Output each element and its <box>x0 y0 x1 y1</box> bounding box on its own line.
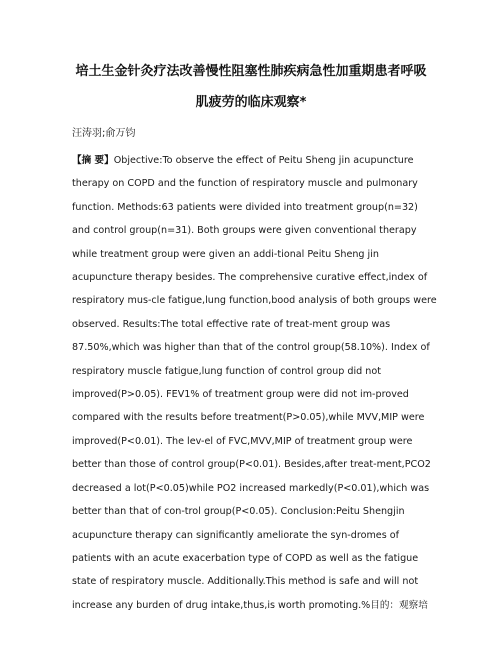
paper-title-line-2: 肌疲劳的临床观察* <box>195 95 307 110</box>
abstract-body: Objective:To observe the effect of Peitu Sheng jin acupuncture therapy on COPD and the function of respiratory muscle and pulmonary function. Methods:63 patients were divided into treatment group(n=32) and control group(n=31). Both groups were given conventional therapy while treatment group were given an addi-tional Peitu Sheng jin acupuncture therapy besides. The comprehensive curative effect,index of respiratory mus-cle fatigue,lung function,bood analysis of both groups were observed. Results:The total effective rate of treat-ment group was 87.50%,which was higher than that of the control group(58.10%). Index of respiratory muscle fatigue,lung function of control group did not improved(P>0.05). FEV1% of treatment group were did not im-proved compared with the results before treatment(P>0.05),while MVV,MIP were improved(P<0.01). The lev-el of FVC,MVV,MIP of treatment group were better than those of control group(P<0.01). Besides,after treat-ment,PCO2 decreased a lot(P<0.05)while PO2 increased markedly(P<0.01),which was better than that of con-trol group(P<0.05). Conclusion:Peitu Shengjin acupuncture therapy can significantly ameliorate the syn-dromes of patients with an acute exacerbation type of COPD as well as the fatigue state of respiratory muscle. Additionally.This method is safe and will not increase any burden of drug intake,thus,is worth promoting.%目的：观察培 <box>72 155 437 611</box>
abstract-paragraph <box>72 149 437 617</box>
abstract-heading: 【摘 要】 <box>72 155 114 166</box>
paper-title-line-1: 培土生金针灸疗法改善慢性阻塞性肺疾病急性加重期患者呼吸 <box>75 64 427 79</box>
paper-authors: 汪涛羽;俞万钧 <box>72 128 136 139</box>
